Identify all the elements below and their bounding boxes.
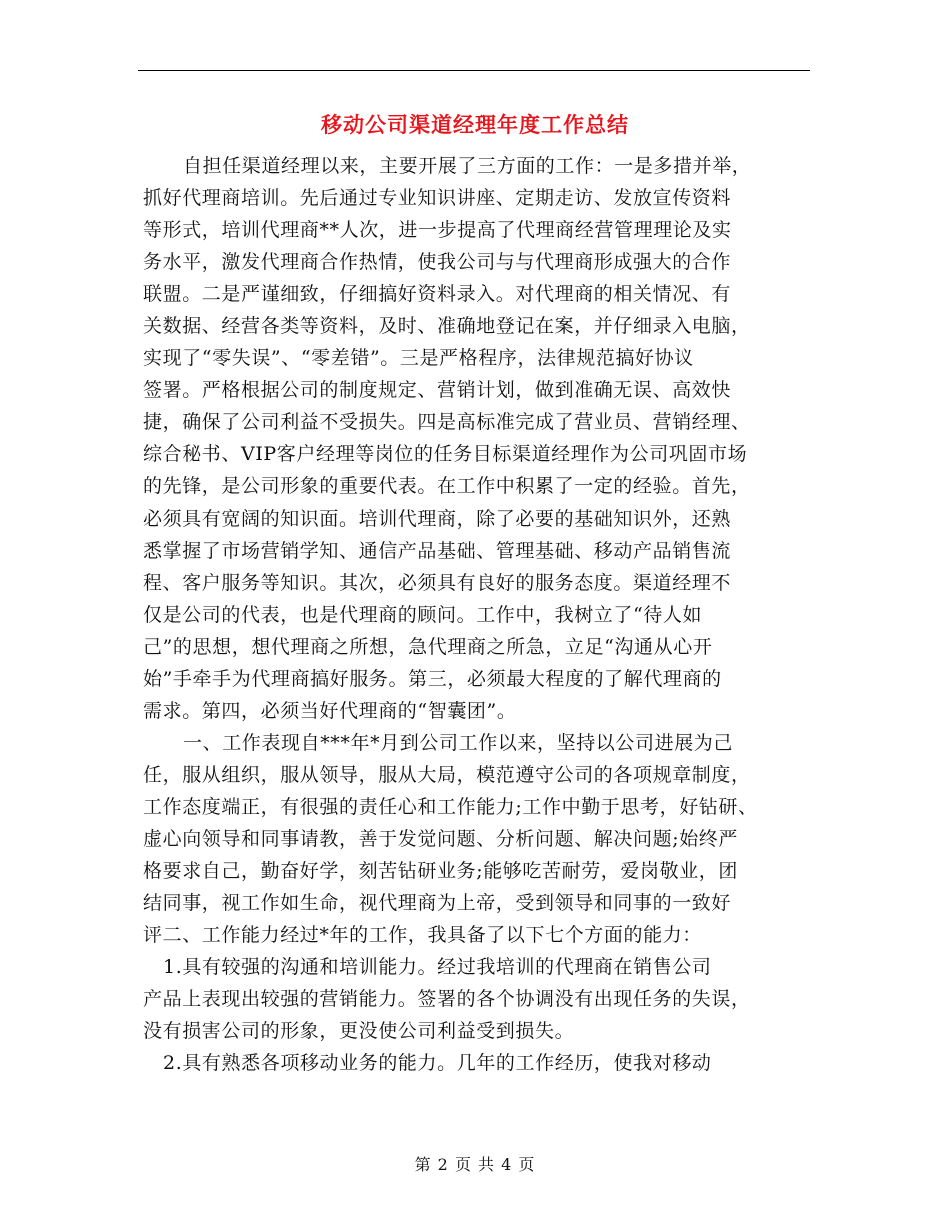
text-line: 工作态度端正，有很强的责任心和工作能力;工作中勤于思考，好钻研、 [143, 795, 758, 818]
text-line: 格要求自己，勤奋好学，刻苦钻研业务;能够吃苦耐劳，爱岗敬业，团 [143, 860, 739, 883]
text-line: 关数据、经营各类等资料，及时、准确地登记在案，并仔细录入电脑， [143, 315, 751, 338]
text-line: 综合秘书、VIP客户经理等岗位的任务目标渠道经理作为公司巩固市场 [143, 443, 748, 466]
text-line: 评二、工作能力经过*年的工作，我具备了以下七个方面的能力： [143, 924, 702, 947]
text-line: 等形式，培训代理商**人次，进一步提高了代理商经营管理理论及实 [143, 219, 732, 242]
text-line: 产品上表现出较强的营销能力。签署的各个协调没有出现任务的失误， [143, 988, 751, 1011]
text-line: 联盟。二是严谨细致，仔细搞好资料录入。对代理商的相关情况、有 [143, 283, 732, 306]
text-line: 虚心向领导和同事请教，善于发觉问题、分析问题、解决问题;始终严 [143, 827, 739, 850]
header-rule [138, 70, 810, 71]
text-line: 1.具有较强的沟通和培训能力。经过我培训的代理商在销售公司 [163, 956, 712, 979]
text-line: 必须具有宽阔的知识面。培训代理商，除了必要的基础知识外，还熟 [143, 507, 732, 530]
text-line: 务水平，激发代理商合作热情，使我公司与与代理商形成强大的合作 [143, 251, 732, 274]
text-line: 任，服从组织，服从领导，服从大局，模范遵守公司的各项规章制度， [143, 763, 751, 786]
document-title: 移动公司渠道经理年度工作总结 [321, 112, 629, 137]
text-line: 没有损害公司的形象，更没使公司利益受到损失。 [143, 1020, 575, 1043]
text-line: 一、工作表现自***年*月到公司工作以来，坚持以公司进展为己 [183, 731, 734, 754]
text-line: 自担任渠道经理以来，主要开展了三方面的工作：一是多措并举， [183, 155, 752, 177]
text-line: 结同事，视工作如生命，视代理商为上帝，受到领导和同事的一致好 [143, 892, 732, 915]
text-line: 捷，确保了公司利益不受损失。四是高标准完成了营业员、营销经理、 [143, 411, 751, 434]
text-line: 签署。严格根据公司的制度规定、营销计划，做到准确无误、高效快 [143, 379, 732, 402]
text-line: 抓好代理商培训。先后通过专业知识讲座、定期走访、发放宣传资料 [143, 187, 732, 210]
text-line: 的先锋，是公司形象的重要代表。在工作中积累了一定的经验。首先， [143, 475, 751, 498]
document-body [143, 150, 811, 1079]
text-line: 2.具有熟悉各项移动业务的能力。几年的工作经历，使我对移动 [163, 1052, 712, 1075]
text-line: 始”手牵手为代理商搞好服务。第三，必须最大程度的了解代理商的 [143, 667, 722, 690]
text-line: 需求。第四，必须当好代理商的“智囊团”。 [143, 699, 517, 722]
text-line: 程、客户服务等知识。其次，必须具有良好的服务态度。渠道经理不 [143, 571, 732, 594]
text-line: 实现了“零失误”、“零差错”。三是严格程序，法律规范搞好协议 [143, 347, 694, 370]
page-number: 第 2 页 共 4 页 [414, 1155, 536, 1174]
text-line: 仅是公司的代表，也是代理商的顾问。工作中，我树立了“待人如 [143, 603, 703, 626]
text-line: 悉掌握了市场营销学知、通信产品基础、管理基础、移动产品销售流 [143, 539, 732, 562]
text-line: 己”的思想，想代理商之所想，急代理商之所急，立足“沟通从心开 [143, 635, 713, 658]
